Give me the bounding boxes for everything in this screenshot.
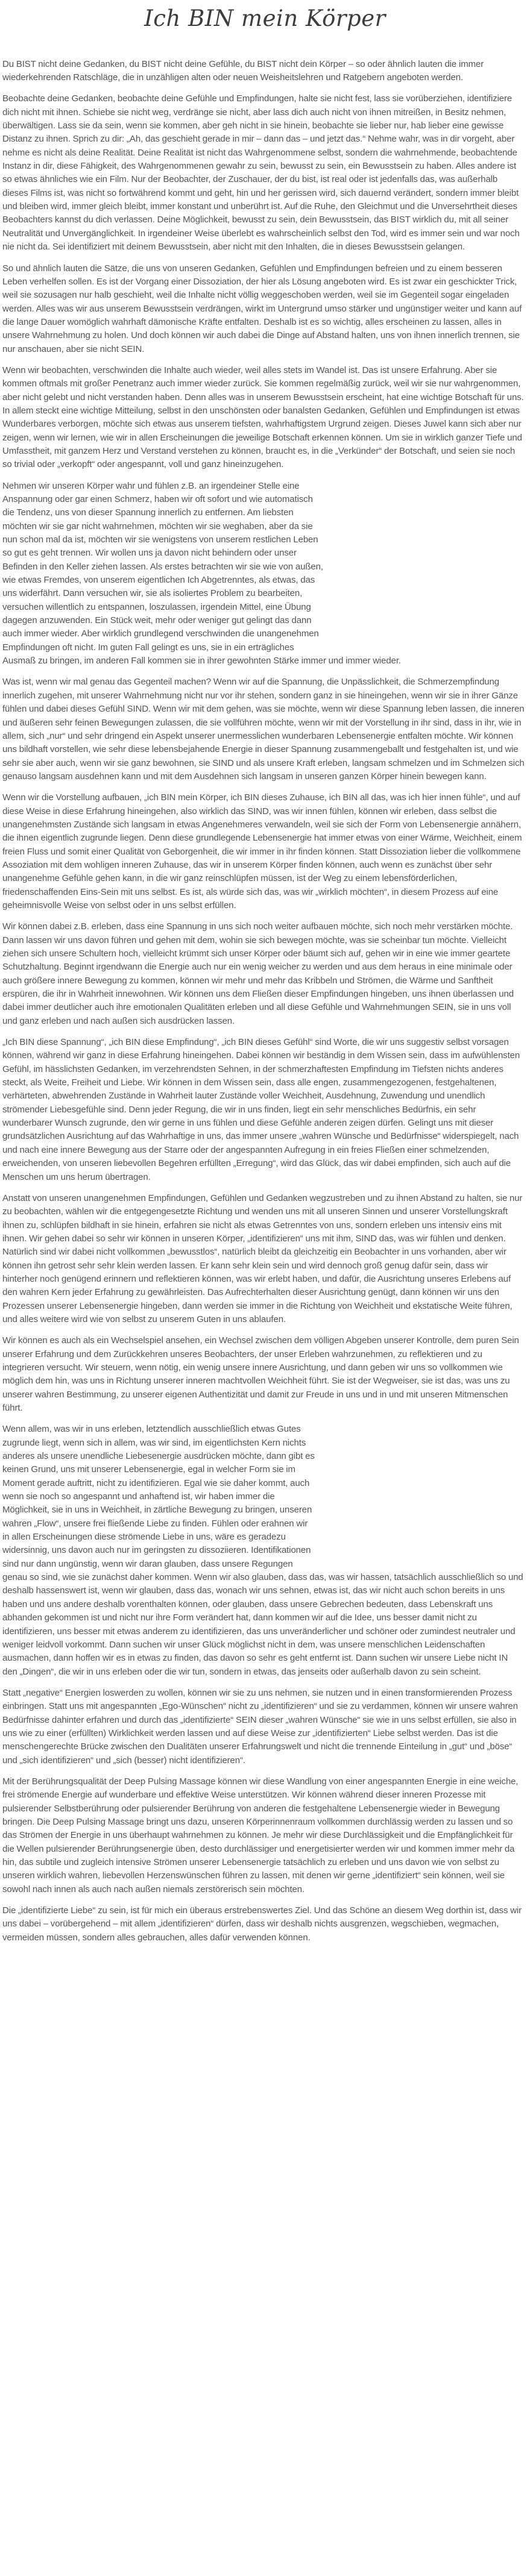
text-wrap-region (323, 509, 525, 649)
document-page (0, 3, 530, 1955)
page-title: Ich BIN mein Körper (144, 5, 386, 31)
paragraph-11: Wir können es auch als ein Wechselspiel ansehen, ein Wechsel zwischen dem völligen Abgeben unserer Kontrolle, dem puren Sein unserer Erfahrung und dem Zurückkehren unseres Beobachters, der unser Erleben wahrzunehmen, zu reflektieren und zu integrieren versucht. Wir steuern, wenn nötig, ein wenig unsere innere Ausrichtung, und dann geben wir uns so vollkommen wie möglich dem hin, was uns in Richtung unserer inneren machtvollen Weichheit führt. Sie ist der Wegweiser, sie ist das, was uns zu unserer wahren Bestimmung, zu unserer eigenen Authentizität und damit zur Freude in uns und in und mit unseren Mitmenschen führt. (2, 1335, 519, 1413)
text-wrap-region-2 (315, 1439, 525, 1563)
paragraph-15: Die „identifizierte Liebe“ zu sein, ist für mich ein überaus erstrebenswertes Ziel. Und das Schöne an diesem Weg dorthin ist, dass wir uns dabei – vorübergehend – mit allem „identifizieren“ dürfen, dass wir deshalb nichts ausgrenzen, wegschieben, wegmachen, vermeiden müssen, sondern alles gebrauchen, alles dafür verwenden können. (2, 1905, 522, 1943)
paragraph-1: Du BIST nicht deine Gedanken, du BIST nicht deine Gefühle, du BIST nicht dein Körper – so oder ähnlich lauten die immer wiederkehrenden Ratschläge, die in unzähligen alten oder neuen Weisheitslehren und Ratgebern angeboten werden. (2, 58, 484, 83)
article-body (2, 58, 528, 1945)
paragraph-10: Anstatt von unseren unangenehmen Empfindungen, Gefühlen und Gedanken wegzustreben und zu ihnen Abstand zu halten, sie nur zu beobachten, wählen wir die entgegengesetzte Richtung und wenden uns mit all unseren Sinnen und unserer Vorstellungskraft ihnen zu, schlüpfen bildhaft in sie hinein, erfahren sie nicht als etwas Getrenntes von uns, sondern erleben uns intensiv eins mit ihnen. Wir gehen dabei so sehr wir können in unseren Körper, „identifizieren“ uns mit ihm, SIND das, was wir fühlen und denken. Natürlich sind wir dabei nicht vollkommen „bewusstlos“, natürlich bleibt da gleichzeitig ein Beobachter in uns vorhanden, aber wir können ihn getrost sehr sehr klein werden lassen. Er kann sehr klein sein und wird dennoch groß genug dafür sein, dass wir hinterher noch genügend erinnern und reflektieren können, was wir erlebt haben, und dafür, die Ausrichtung unseres Erlebens auf den wahren Kern jeder Erfahrung zu gewährleisten. Das Aufrechterhalten dieser Ausrichtung genügt, dann können wir uns den Prozessen unserer Lebensenergie hingeben, dann werden sie immer in die Richtung von Weichheit und ekstatische Weite führen, und alles weitere wird wie von selbst zu unserem Guten in uns ablaufen. (2, 1192, 523, 1324)
paragraph-8: Wir können dabei z.B. erleben, dass eine Spannung in uns sich noch weiter aufbauen möchte, sich noch mehr verstärken möchte. Dann lassen wir uns davon führen und gehen mit dem, wohin sie sich bewegen möchte, was sie scheinbar tun möchte. Vielleicht ziehen sich unsere Schultern hoch, vielleicht krümmt sich unser Körper oder bäumt sich auf, gehen wir in eine wie immer geartete Schutzhaltung. Beginnt irgendwann die Energie auch nur ein wenig weicher zu werden und aus dem heraus in eine minimale oder auch größere innere Bewegung zu kommen, können wir mehr und mehr das Kribbeln und Strömen, die Wärme und Sanftheit erspüren, die ihr in Wahrheit innewohnen. Wir können uns dem Fließen dieser Empfindungen hingeben, uns ihnen überlassen und dabei immer deutlicher auch ihre emotionalen Qualitäten erleben und all diese Gefühle und Wahrnehmungen SEIN, sie in uns voll und ganz erleben und nach außen sich ausdrücken lassen. (2, 921, 514, 1026)
paragraph-6: Was ist, wenn wir mal genau das Gegenteil machen? Wenn wir auf die Spannung, die Unpässlichkeit, die Schmerzempfindung innerlich zugehen, mit unserer Wahrnehmung nicht nur vor ihr stehen, sondern ganz in sie hineingehen, wenn wir sie in ihrer Gänze fühlen und dabei dieses Gefühl SIND. Wenn wir mit dem gehen, was sie möchte, wenn wir diese Spannung leben lassen, die inneren und äußeren sehr feinen Bewegungen zulassen, die sie vollführen möchte, wenn wir mit der Vorstellung in ihr sind, dass in ihr, wie in allem, sich „nur“ und sehr dringend ein Aspekt unserer unermesslichen wunderbaren Lebensenergie entfalten möchte. Wir können uns bildhaft vorstellen, wie sehr diese lebensbejahende Energie in dieser Spannung zusammengeballt und festgehalten ist, und wie sehr sie aber auch, wenn wir sie ganz bewohnen, sie SIND und als unsere Kraft erleben, langsam schmelzen und im Schmelzen sich genauso langsam ausdehnen kann und mit dem Ausdehnen sich langsam in unseren ganzen Körper hinein bewegen kann. (2, 677, 525, 782)
paragraph-5-text: Nehmen wir unseren Körper wahr und fühlen z.B. an irgendeiner Stelle eine Anspannung oder gar einen Schmerz, haben wir oft sofort und wie automatisch die Tendenz, uns von dieser Spannung innerlich zu entfernen. Am liebsten möchten wir sie gar nicht wahrnehmen, möchten wir sie weghaben, aber da sie nun schon mal da ist, möchten wir sie wenigstens von unserem restlichen Leben so gut es geht trennen. Wir wollen uns ja davon nicht behindern oder unser Befinden in den Keller ziehen lassen. Als erstes betrachten wir sie wie von außen, wie etwas Fremdes, von unserem eigentlichen Ich Abgetrenntes, als etwas, das uns widerfährt. Dann versuchen wir, sie als isoliertes Problem zu bearbeiten, versuchen willentlich zu entspannen, loszulassen, irgendein Mittel, eine Übung dagegen anzuwenden. Ein Stück weit, mehr oder weniger gut gelingt das dann auch immer wieder. Aber wirklich grundlegend verschwinden die unangenehmen Empfindungen oft nicht. Im guten Fall gelingt es uns, sie in ein erträgliches Ausmaß zu bringen, im anderen Fall kommen sie in ihrer gewohnten Stärke immer und immer wieder. (2, 480, 401, 666)
paragraph-4: Wenn wir beobachten, verschwinden die Inhalte auch wieder, weil alles stets im Wandel ist. Das ist unsere Erfahrung. Aber sie kommen oftmals mit großer Penetranz auch immer wieder zurück. Sie kommen regelmäßig zurück, weil wir sie nur wahrgenommen, aber nicht gelebt und nicht verstanden haben. Denn alles was in unserem Bewusstsein erscheint, hat eine wichtige Botschaft für uns. In allem steckt eine wichtige Mitteilung, selbst in den unschönsten oder banalsten Gedanken, Gefühlen und Empfindungen ist etwas Wunderbares verborgen, möchte sich etwas aus unserem tiefsten, wahrhaftigstem Urgrund zeigen. Dieses Juwel kann sich aber nur zeigen, wenn wir lernen, wie wir in allen Erscheinungen die jeweilige Botschaft erkennen können. Um sie in wirklich ganzer Tiefe und Umfasstheit, mit ganzem Herz und Verstand verstehen zu können, braucht es, in die „Verkünder“ der Botschaft, und seien sie noch so trivial oder „verkopft“ oder angespannt, voll und ganz hineinzugehen. (2, 365, 524, 470)
paragraph-5 (2, 480, 525, 668)
paragraph-7: Wenn wir die Vorstellung aufbauen, „ich BIN mein Körper, ich BIN dieses Zuhause, ich BIN all das, was ich hier innen fühle“, und auf diese Weise in diese Erfahrung hineingehen, also wirklich das SIND, was wir innen fühlen, können wir erleben, dass selbst die unangenehmsten Zustände sich langsam in etwas Angenehmeres verwandeln, weil sie sich der Form von Lebensenergie annähern, die ihnen eigentlich zugrunde liegen. Denn diese grundlegende Lebensenergie hat immer etwas von einer Wärme, Weichheit, einem freien Fluss und somit einer Qualität von Geborgenheit, die wir immer in ihr finden können. Statt Dissoziation lieber die vollkommene Assoziation mit dem wohligen inneren Zuhause, das wir in unserem Körper finden können, auch wenn es zunächst über sehr unangenehme Gefühle gehen kann, in die wir ganz reinschlüpfen müssen, ist der Weg zu einem lebensförderlichen, friedenschaffenden Eins-Sein mit uns selbst. Es ist, als würde sich das, was wir „wirklich möchten“, in diesem Prozess auf eine geheimnisvolle Weise von selbst oder in uns selbst erfüllen. (2, 792, 522, 910)
title-spacer (2, 31, 528, 58)
paragraph-3: So und ähnlich lauten die Sätze, die uns von unseren Gedanken, Gefühlen und Empfindungen befreien und zu einem besseren Leben verhelfen sollen. Es ist der Vorgang einer Dissoziation, der hier als Lösung angeboten wird. Es ist zwar ein geschickter Trick, weil sie sozusagen nur halb geschieht, weil die Inhalte nicht völlig weggeschoben werden, weil sie im Gegenteil sogar eingeladen werden. Alles was wir aus unserem Bewusstsein verdrängen, wirkt im Untergrund umso stärker und ungünstiger weiter und kann auf die lange Dauer womöglich wahrhaft dämonische Kräfte entfalten. Deshalb ist es so wichtig, alles erscheinen zu lassen, alles in unsere Wahrnehmung zu holen. Und doch können wir auch dabei die Dinge auf Abstand halten, uns von ihnen innerlich trennen, sie nur anschauen, aber sie nicht SEIN. (2, 263, 522, 354)
paragraph-9: „Ich BIN diese Spannung“, „ich BIN diese Empfindung“, „ich BIN dieses Gefühl“ sind Worte, die wir uns suggestiv selbst vorsagen können, während wir ganz in diese Erfahrung hineingehen. Dabei können wir beständig in dem Wissen sein, dass im aufwühlensten Gefühl, im hässlichsten Gedanken, im verzehrendsten Sehnen, in der schmerzhaftesten Empfindung im Tiefsten nichts anderes steckt, als Weite, Freiheit und Liebe. Wir können in dem Wissen sein, dass alle engen, zusammengezogenen, festgehaltenen, verhärteten, abwehrenden Zustände in Wahrheit lauter Zustände voller Weichheit, Ausdehnung, Zuwendung und unendlich strömender Liebesgefühle sind. Denn jeder Regung, die wir in uns finden, liegt ein sehr menschliches Bedürfnis, ein sehr wunderbarer Wunsch zugrunde, den wir gerne in uns fühlen und diese Gefühle anderen zeigen dürfen. Gelingt uns mit dieser grundsätzlichen Ausrichtung auf das Wahrhaftige in uns, das immer unsere „wahren Wünsche und Bedürfnisse“ widerspiegelt, nach und nach eine innere Bewegung aus der Starre oder der angespannten Aufregung in ein freies Fließen einer schmelzenden, erweichenden, von unseren liebevollen Begehren erfüllten „Erregung“, wird das Glück, das wir dabei empfinden, sich auch auf die Menschen um uns herum übertragen. (2, 1037, 520, 1182)
paragraph-14: Mit der Berührungsqualität der Deep Pulsing Massage können wir diese Wandlung von einer angespannten Energie in eine weiche, frei strömende Energie auf wunderbare und effektive Weise unterstützen. Wir können während dieser inneren Prozesse mit pulsierender Selbstberührung oder pulsierender Berührung von anderen die festgehaltene Lebensenergie wieder in Bewegung bringen. Die Deep Pulsing Massage bringt uns dazu, unseren Körperinnenraum vollkommen durchlässig werden zu lassen und so das Strömen der Energie in uns überhaupt wahrnehmen zu können. Je mehr wir diese Durchlässigkeit und die Empfänglichkeit für die Wellen pulsierender Berührungsenergie üben, desto durchlässiger und energetisierter werden wir und kommen immer mehr da hin, das subtile und zugleich intensive Strömen unserer Lebensenergie tatsächlich zu erleben und uns davon wie von selbst zu unseren wirklich wahren, liebevollen Herzenswünschen führen zu lassen, mit denen wir gerne „identifiziert“ sein können, weil sie sowohl nach innen als auch nach außen niemals zerstörerisch sein möchten. (2, 1776, 519, 1894)
paragraph-2: Beobachte deine Gedanken, beobachte deine Gefühle und Empfindungen, halte sie nicht fest, lass sie vorüberziehen, identifiziere dich nicht mit ihnen. Schiebe sie nicht weg, verdränge sie nicht, aber lass dich auch nicht von ihnen mitreißen, in Besitz nehmen, überwältigen. Lass sie da sein, wenn sie kommen, aber geh nicht in sie hinein, beobachte sie lieber nur, hab lieber eine gewisse Distanz zu ihnen. Sprich zu dir: „Ah, das geschieht gerade in mir – dann das – und jetzt das.“ Nehme wahr, was in dir vorgeht, aber nehme es nicht als deine Realität. Deine Realität ist nicht das Wahrgenommene selbst, sondern die wahrnehmende, beobachtende Instanz in dir, diese Fähigkeit, des Wahrgenommenen gewahr zu sein, bewusst zu sein, ein Bewusstsein zu haben. Alles andere ist so etwas ähnliches wie ein Film. Nur der Beobachter, der Zuschauer, der du bist, ist real oder ist jedenfalls das, was außerhalb dieses Films ist, was nicht so fortwährend kommt und geht, hin und her gerissen wird, sich dauernd verändert, sondern immer bleibt und bleiben wird, immer gleich bleibt, immer konstant und unberührt ist. Auf die Ruhe, den Gleichmut und die Unversehrtheit dieses Beobachters kannst du dich verlassen. Deine Möglichkeit, bewusst zu sein, dein Bewusstsein, das BIST wirklich du, mit all seiner Neutralität und Unvergänglichkeit. In irgendeiner Weise überlebt es wahrscheinlich selbst den Tod, wird es immer sein und war noch nie nicht da. Sei identifiziert mit deinem Bewusstsein, aber nicht mit den Inhalten, die in dieses Bewusstsein gelangen. (2, 93, 520, 252)
paragraph-12-text: Wenn allem, was wir in uns erleben, letztendlich ausschließlich etwas Gutes zugrunde liegt, wenn sich in allem, was wir sind, im eigentlichsten Kern nichts anderes als unsere unendliche Liebesenergie ausdrücken möchte, dann gibt es keinen Grund, uns mit unserer Lebensenergie, egal in welcher Form sie im Moment gerade auftritt, nicht zu identifizieren. Egal wie sie daher kommt, auch wenn sie noch so angespannt und anhaftend ist, wir haben immer die Möglichkeit, sie in uns in Weichheit, in zärtliche Bewegung zu bringen, unseren wahren „Flow“, unsere frei fließende Liebe zu finden. Fühlen oder erahnen wir in allen Erscheinungen diese strömende Liebe in uns, wäre es geradezu widersinnig, uns davon auch nur im geringsten zu dissoziieren. Identifikationen sind nur dann ungünstig, wenn wir daran glauben, dass unsere Regungen genau so sind, wie sie zunächst daher kommen. Wenn wir also glauben, dass das, was wir hassen, tatsächlich ausschließlich so und deshalb hassenswert ist, wenn wir glauben, dass das, wonach wir uns sehnen, etwas ist, das wir nicht auch schon bereits in uns haben und uns andere deshalb vorenthalten können, oder glauben, dass unsere Gebrechen bedeuten, dass Lebenskraft uns abhanden gekommen ist und nicht nur ihre Form verändert hat, dann kommen wir auf die Idee, uns besser damit nicht zu identifizieren, uns besser mit etwas anderem zu identifizieren, das uns unveränderlicher und schöner oder zumindest neutraler und weniger leidvoll vorkommt. Dann suchen wir unser Glück möglichst nicht in dem, was unsere menschlichen Leidenschaften ausmachen, dann hoffen wir es in etwas zu finden, das davon so sehr es geht entfernt ist. Dann suchen wir unsere Liebe nicht IN den „Dingen“, die wir in uns erleben oder die wir tun, sondern in etwas, das jenseits oder außerhalb davon zu sein scheint. (2, 1424, 523, 1677)
paragraph-13: Statt „negative“ Energien loswerden zu wollen, können wir sie zu uns nehmen, sie nutzen und in einen transformierenden Prozess einbringen. Statt uns mit angespannten „Ego-Wünschen“ nicht zu „identifizieren“ und sie zu verdammen, können wir unsere wahren Bedürfnisse dahinter erfahren und durch das „identifizierte“ SEIN dieser „wahren Wünsche“ sie wie in uns selbst erfüllen, sie also in uns wie zu einer (erfüllten) Wirklichkeit werden lassen und auf diese Weise zur „identifizierten“ Liebe selbst werden. Das ist die menschengerechte Brücke zwischen den Dualitäten unserer Erfahrungswelt und nicht die trennende Einteilung in „gut“ und „böse“ und „sich identifizieren“ und „sich (besser) nicht identifizieren“. (2, 1687, 518, 1766)
paragraph-12 (2, 1423, 525, 1679)
